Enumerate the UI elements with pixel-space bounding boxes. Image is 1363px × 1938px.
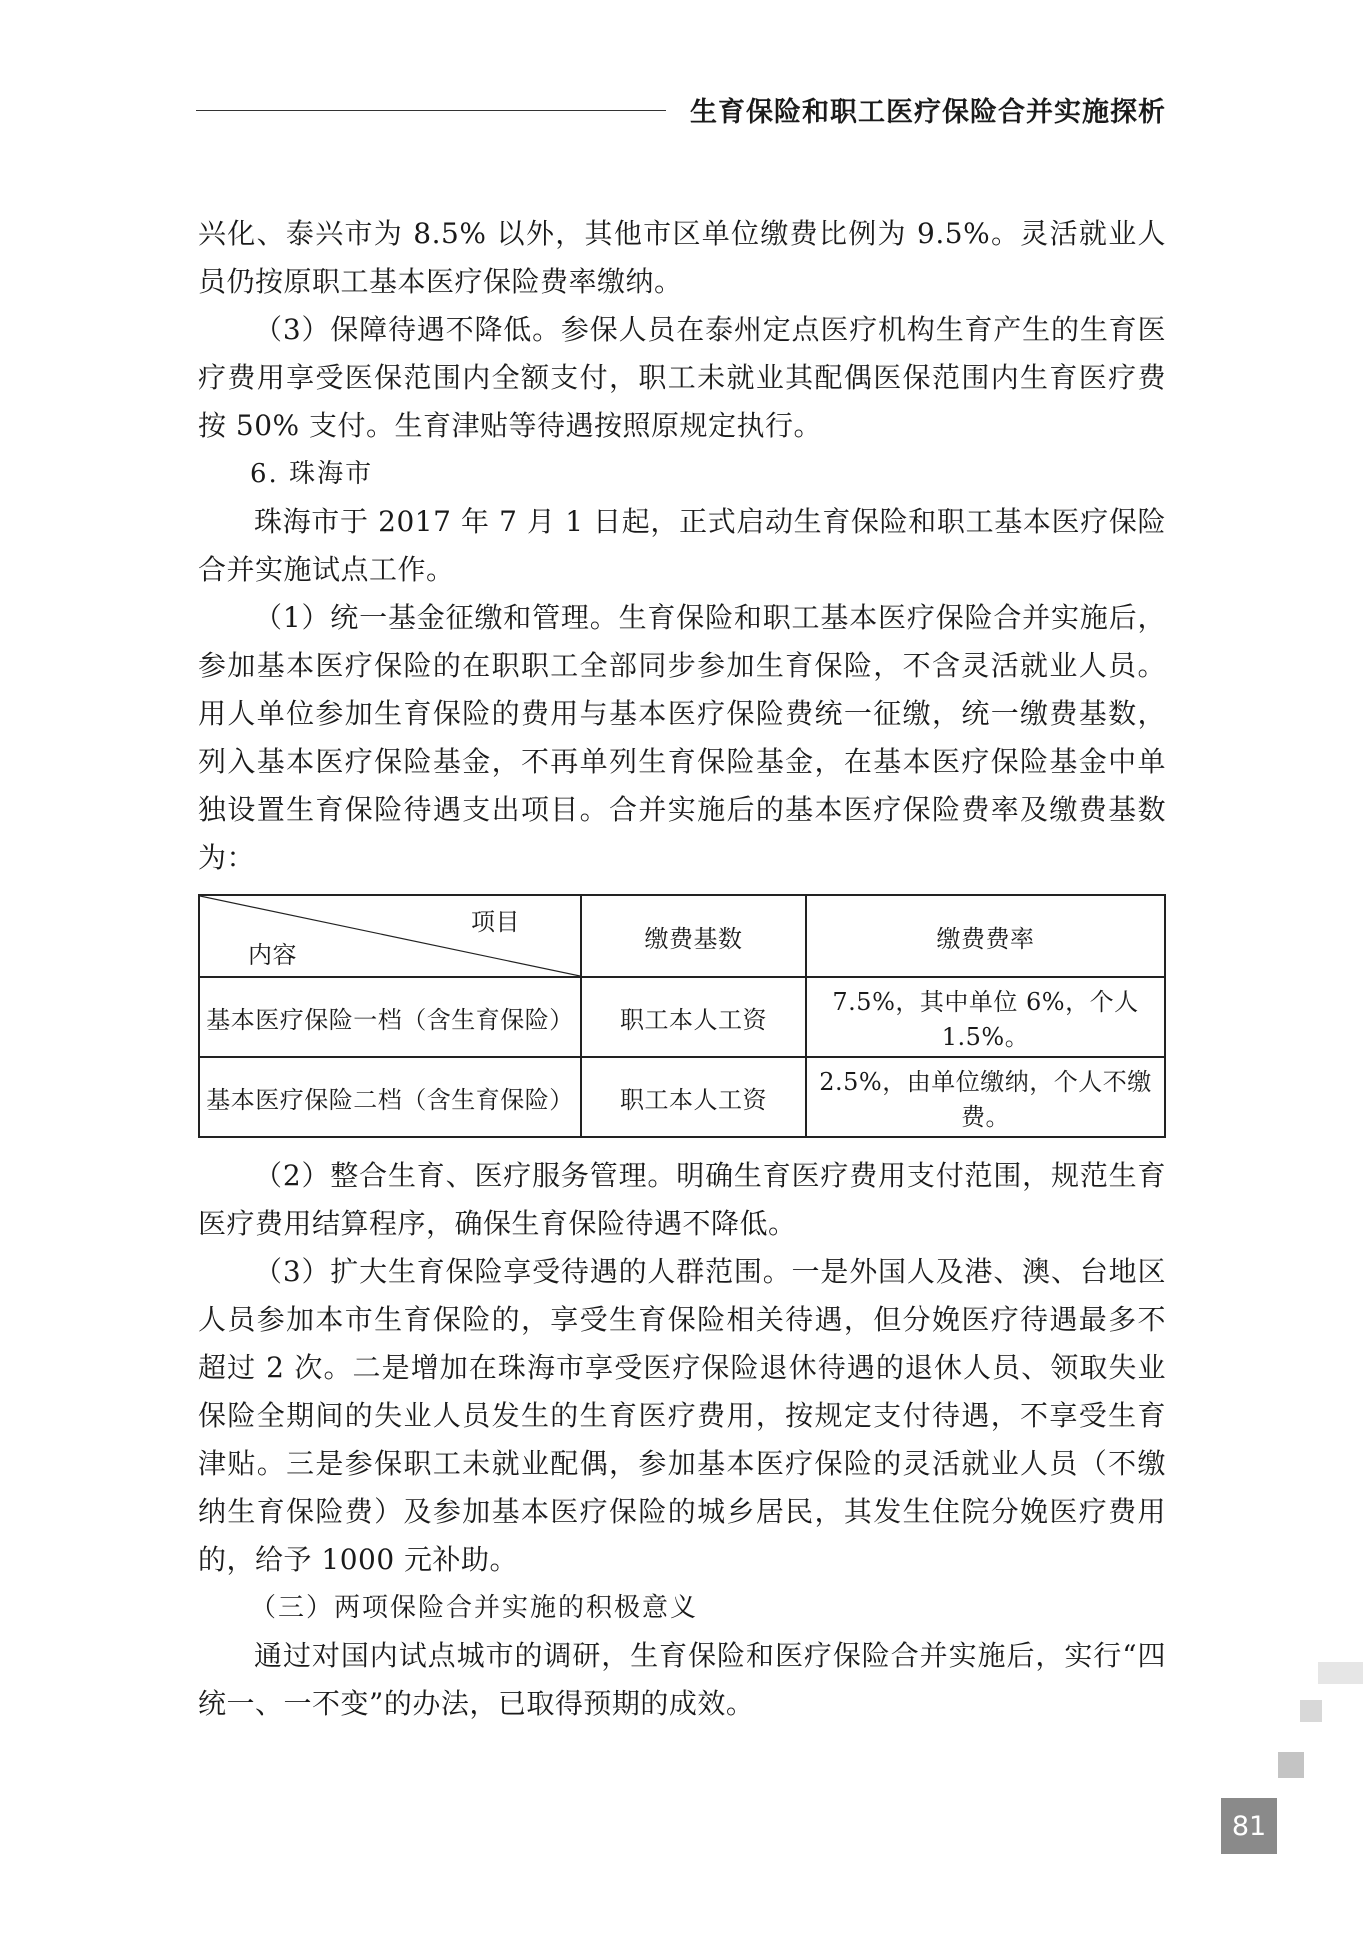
decor-square-2	[1300, 1700, 1322, 1722]
cell-item: 基本医疗保险二档（含生育保险）	[199, 1057, 581, 1137]
header-title: 生育保险和职工医疗保险合并实施探析	[690, 97, 1166, 128]
table-corner-cell	[199, 895, 581, 977]
table-row	[199, 977, 1165, 1057]
page-body	[198, 210, 1166, 1728]
paragraph-service: （2）整合生育、医疗服务管理。明确生育医疗费用支付范围，规范生育医疗费用结算程序，确保生育保险待遇不降低。	[198, 1159, 1166, 1240]
fee-table	[198, 894, 1166, 1138]
cell-base: 职工本人工资	[581, 977, 806, 1057]
cell-rate: 2.5%，由单位缴纳，个人不缴费。	[806, 1057, 1165, 1137]
corner-label-item: 项目	[471, 908, 520, 936]
cell-base: 职工本人工资	[581, 1057, 806, 1137]
corner-label-content: 内容	[248, 941, 297, 969]
paragraph-scope: （3）扩大生育保险享受待遇的人群范围。一是外国人及港、澳、台地区人员参加本市生育保险的，享受生育保险相关待遇，但分娩医疗待遇最多不超过 2 次。二是增加在珠海市享受医疗保险退休待遇的退休人员、领取失业保险全期间的失业人员发生的生育医疗费用，按规定支付待遇，不享受生育津贴。三是参保职工未就业配偶，参加基本医疗保险的灵活就业人员（不缴纳生育保险费）及参加基本医疗保险的城乡居民，其发生住院分娩医疗费用的，给予 1000 元补助。	[198, 1255, 1166, 1576]
header-rule	[196, 110, 666, 111]
decor-square-1	[1318, 1662, 1363, 1684]
section-heading-significance: （三）两项保险合并实施的积极意义	[250, 1593, 699, 1623]
paragraph-2: （3）保障待遇不降低。参保人员在泰州定点医疗机构生育产生的生育医疗费用享受医保范围内全额支付，职工未就业其配偶医保范围内生育医疗费按 50% 支付。生育津贴等待遇按照原规定执行。	[198, 313, 1166, 442]
cell-item: 基本医疗保险一档（含生育保险）	[199, 977, 581, 1057]
decor-square-3	[1278, 1752, 1304, 1778]
header-base: 缴费基数	[581, 895, 806, 977]
paragraph-zhuhai-intro: 珠海市于 2017 年 7 月 1 日起，正式启动生育保险和职工基本医疗保险合并实施试点工作。	[198, 505, 1166, 586]
header-rate: 缴费费率	[806, 895, 1165, 977]
table-header-row	[199, 895, 1165, 977]
page-number: 81	[1221, 1798, 1277, 1854]
paragraph-significance: 通过对国内试点城市的调研，生育保险和医疗保险合并实施后，实行“四统一、一不变”的办法，已取得预期的成效。	[198, 1639, 1166, 1720]
paragraph-zhuhai-fund: （1）统一基金征缴和管理。生育保险和职工基本医疗保险合并实施后，参加基本医疗保险的在职职工全部同步参加生育保险，不含灵活就业人员。用人单位参加生育保险的费用与基本医疗保险费统一征缴，统一缴费基数，列入基本医疗保险基金，不再单列生育保险基金，在基本医疗保险基金中单独设置生育保险待遇支出项目。合并实施后的基本医疗保险费率及缴费基数为：	[198, 601, 1166, 874]
table-row	[199, 1057, 1165, 1137]
section-heading-zhuhai: 6. 珠海市	[250, 459, 374, 489]
cell-rate: 7.5%，其中单位 6%，个人 1.5%。	[806, 977, 1165, 1057]
paragraph-1: 兴化、泰兴市为 8.5% 以外，其他市区单位缴费比例为 9.5%。灵活就业人员仍按原职工基本医疗保险费率缴纳。	[198, 217, 1166, 298]
running-header	[196, 88, 1166, 132]
